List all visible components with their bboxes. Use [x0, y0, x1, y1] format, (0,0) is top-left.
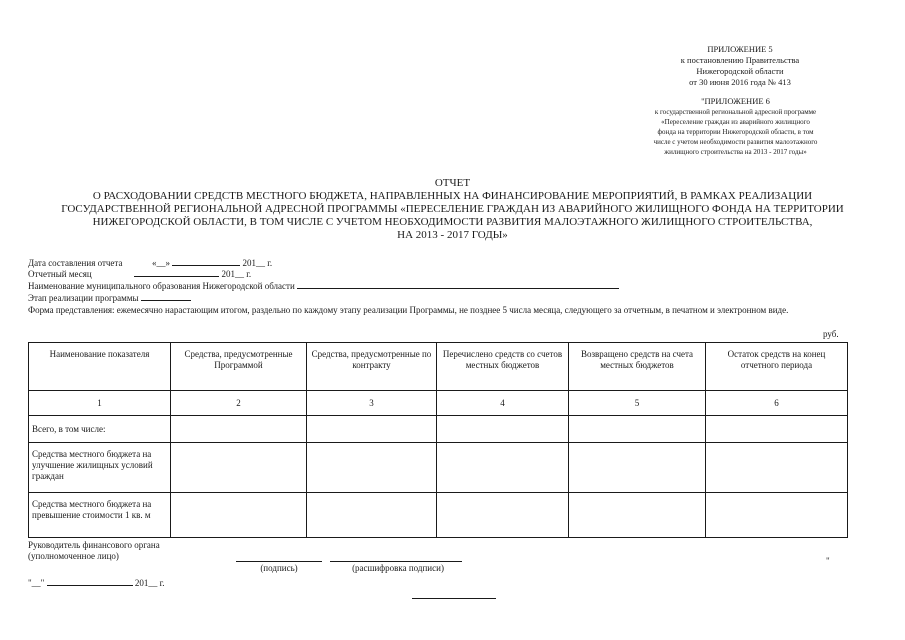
appendix-6-line: «Переселение граждан из аварийного жилищного — [661, 118, 810, 126]
signature-caption: (подпись) — [260, 563, 298, 573]
report-title: ОТЧЕТ — [434, 177, 471, 189]
table-cell[interactable] — [171, 443, 307, 493]
table-cell[interactable] — [437, 493, 569, 538]
report-date-day: «__» — [151, 258, 170, 268]
table-cell[interactable] — [569, 416, 706, 443]
column-header: Перечислено средств со счетов местных бюджетов — [437, 343, 569, 391]
column-header: Средства, предусмотренные Программой — [171, 343, 307, 391]
head-subtitle: (уполномоченное лицо) — [28, 551, 119, 561]
table-row — [29, 416, 848, 443]
column-number: 3 — [307, 391, 437, 416]
column-header: Возвращено средств на счета местных бюджетов — [569, 343, 706, 391]
table-number-row — [29, 391, 848, 416]
signature-date-month-blank[interactable] — [47, 576, 133, 586]
appendix-5-line: Нижегородской области — [696, 66, 784, 76]
row-label: Всего, в том числе: — [29, 416, 171, 443]
column-header: Остаток средств на конец отчетного периода — [706, 343, 848, 391]
stage-field — [28, 291, 191, 304]
stage-blank[interactable] — [141, 291, 191, 301]
report-subtitle-line: НА 2013 - 2017 ГОДЫ» — [397, 229, 508, 241]
table-header-row — [29, 343, 848, 391]
report-date-label: Дата составления отчета — [28, 258, 123, 268]
table-cell[interactable] — [706, 493, 848, 538]
column-header: Наименование показателя — [29, 343, 171, 391]
signature-line[interactable] — [236, 561, 322, 562]
report-table — [28, 342, 848, 538]
appendix-6-line: числе с учетом необходимости развития малоэтажного — [653, 138, 818, 146]
signature-decode-line[interactable] — [330, 561, 462, 562]
report-subtitle-line: О РАСХОДОВАНИИ СРЕДСТВ МЕСТНОГО БЮДЖЕТА, НАПРАВЛЕННЫХ НА ФИНАНСИРОВАНИЕ МЕРОПРИЯТИЙ, В РАМКАХ РЕАЛИЗАЦИИ — [92, 190, 813, 202]
report-date-year: 201__ г. — [242, 258, 273, 268]
table-cell[interactable] — [706, 443, 848, 493]
stage-label: Этап реализации программы — [28, 293, 139, 303]
currency-unit: руб. — [823, 329, 839, 339]
table-cell[interactable] — [171, 493, 307, 538]
form-description: Форма представления: ежемесячно нарастающим итогом, раздельно по каждому этапу реализации Программы, не позднее 5 числа месяца, следующего за отчетным, в печатном и электронном виде. — [28, 305, 789, 315]
table-cell[interactable] — [569, 493, 706, 538]
table-row — [29, 443, 848, 493]
appendix-6-title: "ПРИЛОЖЕНИЕ 6 — [701, 96, 770, 106]
table-cell[interactable] — [437, 416, 569, 443]
table-cell[interactable] — [171, 416, 307, 443]
report-subtitle-line: ГОСУДАРСТВЕННОЙ РЕГИОНАЛЬНОЙ АДРЕСНОЙ ПРОГРАММЫ «ПЕРЕСЕЛЕНИЕ ГРАЖДАН ИЗ АВАРИЙНОГО ЖИЛИЩНОГО ФОНДА НА ТЕРРИТОРИИ — [61, 203, 844, 215]
table-cell[interactable] — [307, 493, 437, 538]
table-row — [29, 493, 848, 538]
appendix-5-line: к постановлению Правительства — [680, 55, 800, 65]
signature-date-year: 201__ г. — [134, 578, 165, 588]
column-number: 6 — [706, 391, 848, 416]
column-number: 1 — [29, 391, 171, 416]
footer-rule — [412, 598, 496, 599]
table-cell[interactable] — [307, 416, 437, 443]
appendix-5-line: от 30 июня 2016 года № 413 — [689, 77, 791, 87]
column-number: 2 — [171, 391, 307, 416]
report-date-month-blank[interactable] — [172, 256, 240, 266]
head-title: Руководитель финансового органа — [28, 540, 160, 550]
appendix-6-line: жилищного строительства на 2013 - 2017 годы» — [664, 148, 807, 156]
column-number: 4 — [437, 391, 569, 416]
decode-caption: (расшифровка подписи) — [352, 563, 444, 573]
closing-quote: " — [826, 556, 830, 566]
signature-date-day: "__" — [28, 578, 45, 588]
column-header: Средства, предусмотренные по контракту — [307, 343, 437, 391]
appendix-5-block — [640, 44, 840, 88]
row-label: Средства местного бюджета на превышение стоимости 1 кв. м — [29, 493, 171, 538]
report-subtitle-line: НИЖЕГОРОДСКОЙ ОБЛАСТИ, В ТОМ ЧИСЛЕ С УЧЕТОМ НЕОБХОДИМОСТИ РАЗВИТИЯ МАЛОЭТАЖНОГО ЖИЛИЩНОГО СТРОИТЕЛЬСТВА, — [92, 216, 813, 228]
report-subtitle — [0, 190, 905, 242]
table-cell[interactable] — [437, 443, 569, 493]
appendix-6-line: к государственной региональной адресной программе — [654, 108, 817, 116]
municipality-blank[interactable] — [297, 279, 619, 289]
appendix-5-title: ПРИЛОЖЕНИЕ 5 — [707, 44, 773, 54]
column-number: 5 — [569, 391, 706, 416]
table-cell[interactable] — [706, 416, 848, 443]
signature-date — [28, 576, 165, 589]
report-month-label: Отчетный месяц — [28, 269, 92, 279]
report-month-blank[interactable] — [134, 267, 219, 277]
table-cell[interactable] — [569, 443, 706, 493]
appendix-6-line: фонда на территории Нижегородской области, в том — [657, 128, 814, 136]
municipality-label: Наименование муниципального образования Нижегородской области — [28, 281, 295, 291]
report-month-year: 201__ г. — [221, 269, 252, 279]
appendix-6-block — [628, 96, 843, 157]
row-label: Средства местного бюджета на улучшение жилищных условий граждан — [29, 443, 171, 493]
table-cell[interactable] — [307, 443, 437, 493]
